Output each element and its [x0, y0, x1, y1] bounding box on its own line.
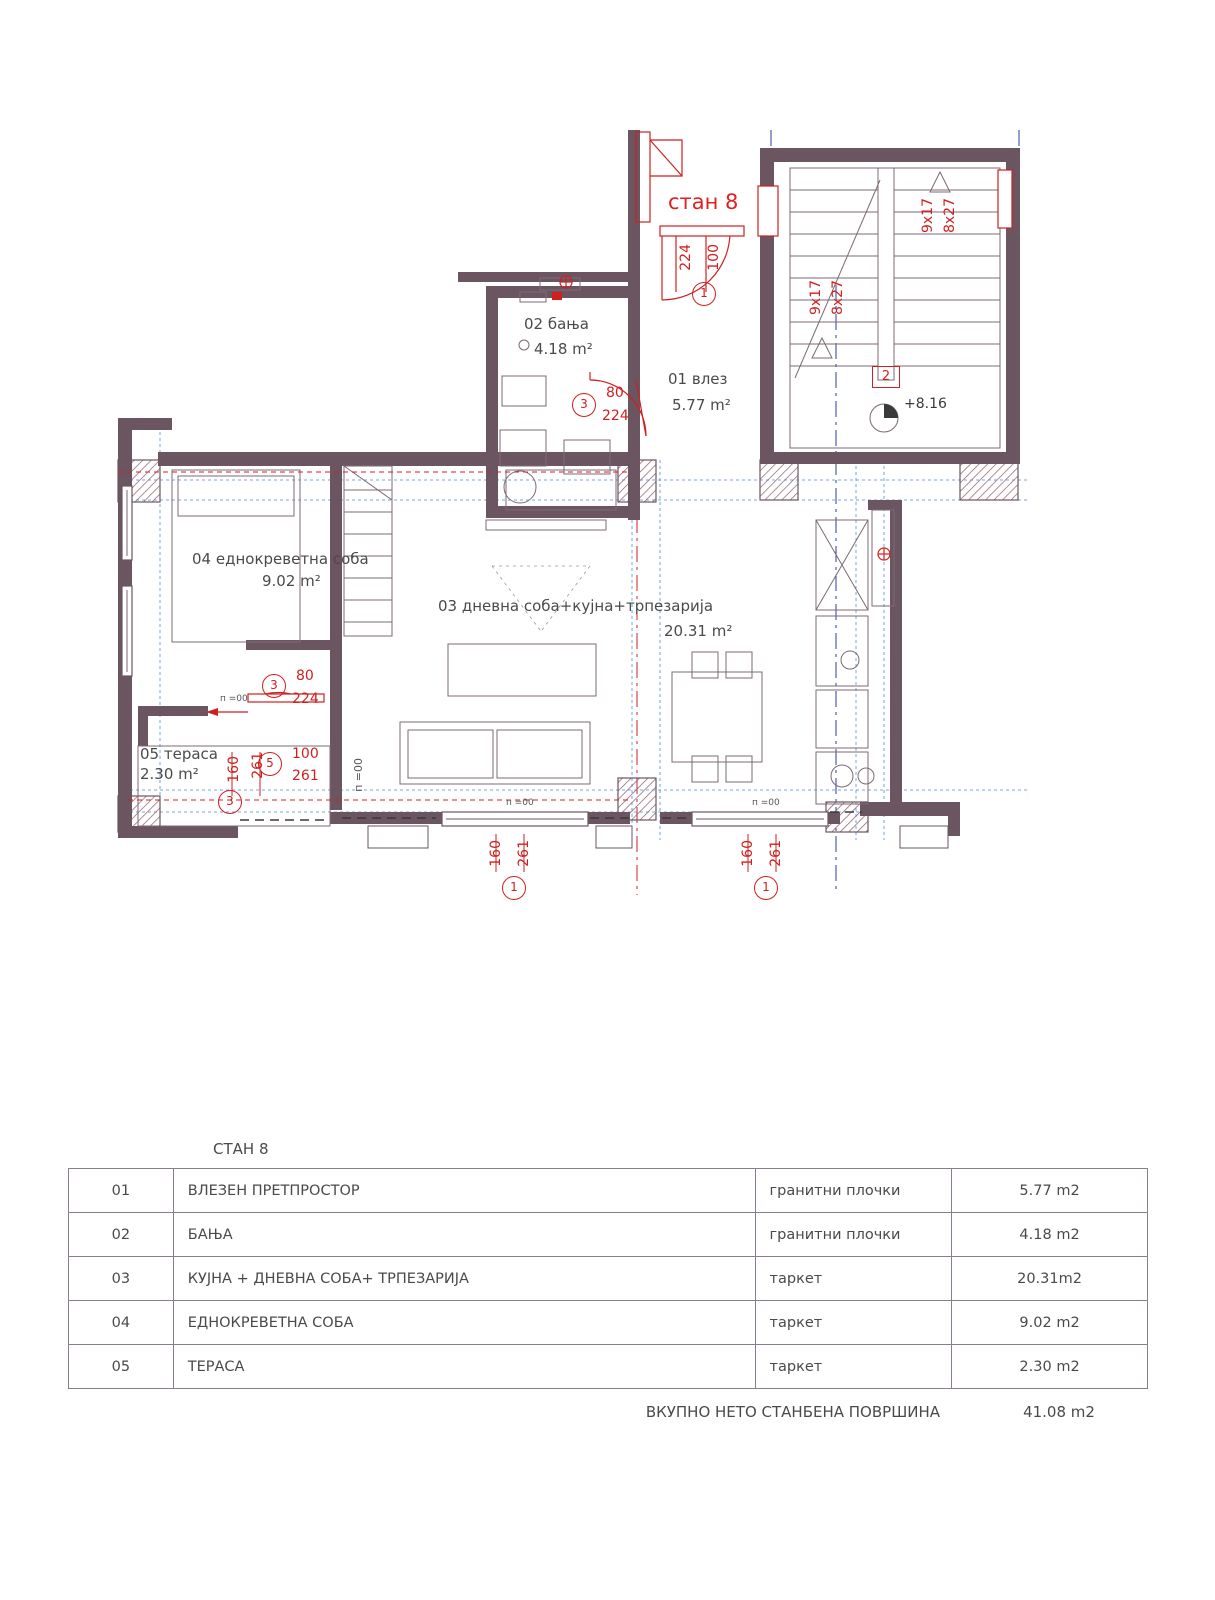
window-right-width: 160	[740, 840, 756, 867]
level-mark-4: п =00	[352, 758, 365, 792]
table-row	[69, 1213, 1148, 1257]
room-label-04: 04 еднокреветна соба	[192, 550, 369, 568]
stair-mark-1: 9x17	[920, 198, 936, 234]
opening-tag-1: 1	[692, 282, 716, 306]
row-number: 05	[69, 1345, 174, 1389]
schedule-table	[68, 1168, 1148, 1389]
opening-1-width: 224	[678, 244, 694, 271]
opening-tag-terrace: 3	[218, 790, 242, 814]
row-number: 03	[69, 1257, 174, 1301]
row-finish: гранитни плочки	[755, 1169, 952, 1213]
opening-tag-5: 5	[258, 752, 282, 776]
stair-mark-2: 8x27	[942, 198, 958, 234]
row-name: ЕДНОКРЕВЕТНА СОБА	[173, 1301, 755, 1345]
row-finish: таркет	[755, 1345, 952, 1389]
room-label-03: 03 дневна соба+кујна+трпезарија	[438, 597, 714, 615]
terrace-window-height: 261	[250, 752, 266, 779]
level-mark-2: п =00	[506, 798, 534, 808]
opening-3-bed-height: 224	[292, 691, 319, 707]
door-tag-2: 2	[872, 366, 900, 388]
row-area: 4.18 m2	[952, 1213, 1148, 1257]
window-left-height: 261	[516, 840, 532, 867]
table-row	[69, 1301, 1148, 1345]
level-mark-1: п =00	[220, 694, 248, 704]
row-number: 02	[69, 1213, 174, 1257]
opening-3-bath-height: 224	[602, 408, 629, 424]
row-number: 04	[69, 1301, 174, 1345]
total-label: ВКУПНО НЕТО СТАНБЕНА ПОВРШИНА	[645, 1403, 940, 1421]
row-finish: таркет	[755, 1301, 952, 1345]
room-area-04: 9.02 m²	[262, 572, 321, 590]
plan-geometry	[118, 130, 1030, 895]
opening-1-height: 100	[706, 244, 722, 271]
opening-5-width: 100	[292, 746, 319, 762]
stair-mark-3: 9x17	[808, 280, 824, 316]
stair-mark-4: 8x27	[830, 280, 846, 316]
table-row	[69, 1257, 1148, 1301]
row-name: КУЈНА + ДНЕВНА СОБА+ ТРПЕЗАРИЈА	[173, 1257, 755, 1301]
terrace-window-width: 160	[226, 756, 242, 783]
table-row	[69, 1169, 1148, 1213]
opening-3-bed-width: 80	[296, 668, 314, 684]
row-area: 5.77 m2	[952, 1169, 1148, 1213]
opening-5-height: 261	[292, 768, 319, 784]
room-label-02: 02 бања	[524, 315, 589, 333]
opening-tag-3-bath: 3	[572, 393, 596, 417]
table-row	[69, 1345, 1148, 1389]
row-area: 9.02 m2	[952, 1301, 1148, 1345]
row-finish: таркет	[755, 1257, 952, 1301]
room-area-02: 4.18 m²	[534, 340, 593, 358]
schedule-title: СТАН 8	[213, 1140, 269, 1158]
apartment-tag: стан 8	[668, 190, 739, 214]
opening-3-bath-width: 80	[606, 385, 624, 401]
room-area-05: 2.30 m²	[140, 765, 199, 783]
total-value: 41.08 m2	[1023, 1403, 1095, 1421]
row-name: ВЛЕЗЕН ПРЕТПРОСТОР	[173, 1169, 755, 1213]
row-area: 20.31m2	[952, 1257, 1148, 1301]
opening-tag-3-bed: 3	[262, 674, 286, 698]
window-left-width: 160	[488, 840, 504, 867]
room-area-01: 5.77 m²	[672, 396, 731, 414]
row-area: 2.30 m2	[952, 1345, 1148, 1389]
opening-tag-window-right: 1	[754, 876, 778, 900]
room-label-01: 01 влез	[668, 370, 728, 388]
opening-tag-window-left: 1	[502, 876, 526, 900]
row-name: БАЊА	[173, 1213, 755, 1257]
room-label-05: 05 тераса	[140, 745, 218, 763]
level-mark-3: п =00	[752, 798, 780, 808]
room-area-03: 20.31 m²	[664, 622, 733, 640]
row-name: ТЕРАСА	[173, 1345, 755, 1389]
window-right-height: 261	[768, 840, 784, 867]
row-number: 01	[69, 1169, 174, 1213]
elevation-mark: +8.16	[904, 396, 947, 412]
total-row	[68, 1403, 1148, 1421]
room-schedule	[68, 1140, 1148, 1421]
row-finish: гранитни плочки	[755, 1213, 952, 1257]
